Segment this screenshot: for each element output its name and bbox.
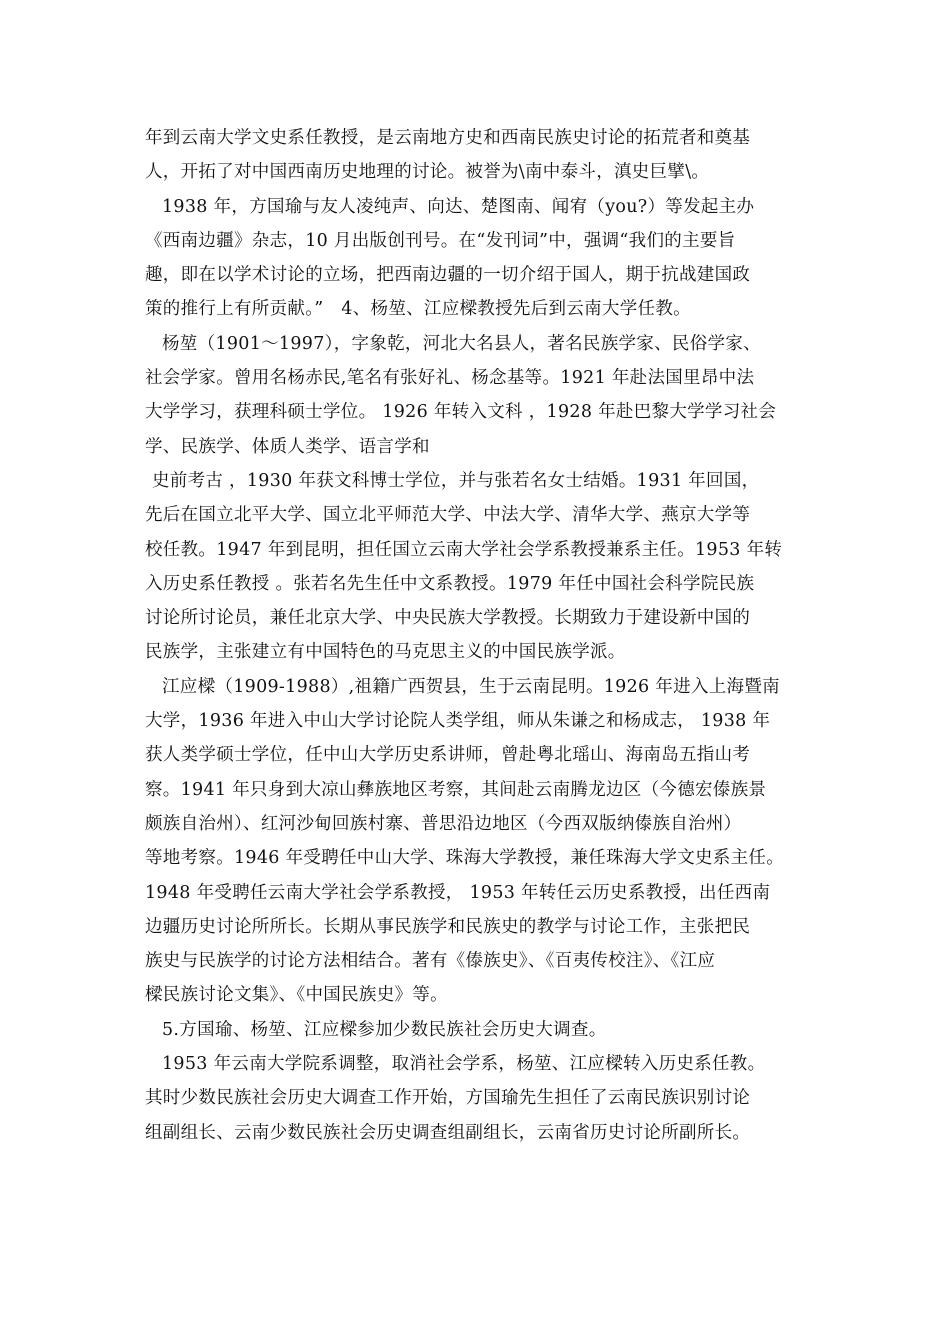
text-line: 社会学家。曾用名杨赤民,笔名有张好礼、杨念基等。1921 年赴法国里昂中法 [145, 368, 755, 389]
text-line: 大学，1936 年进入中山大学讨论院人类学组，师从朱谦之和杨成志， 1938 年 [145, 711, 771, 732]
paragraph-start-line: 江应樑（1909-1988）,祖籍广西贺县，生于云南昆明。1926 年进入上海暨南 [162, 676, 780, 697]
text-line: 族史与民族学的讨论方法相结合。著有《傣族史》、《百夷传校注》、《江应 [145, 951, 716, 972]
text-line: 民族学，主张建立有中国特色的马克思主义的中国民族学派。 [145, 642, 626, 663]
text-line: 等地考察。1946 年受聘任中山大学、珠海大学教授，兼任珠海大学文史系主任。 [145, 848, 784, 869]
text-line: 讨论所讨论员，兼任北京大学、中央民族大学教授。长期致力于建设新中国的 [145, 608, 751, 629]
text-line: 趣，即在以学术讨论的立场，把西南边疆的一切介绍于国人，期于抗战建国政 [145, 265, 751, 286]
text-line: 组副组长、云南少数民族社会历史调查组副组长，云南省历史讨论所副所长。 [145, 1122, 751, 1143]
text-line: 校任教。1947 年到昆明，担任国立云南大学社会学系教授兼系主任。1953 年转 [145, 539, 783, 560]
body-text [145, 121, 817, 1150]
text-line: 樑民族讨论文集》、《中国民族史》等。 [145, 985, 448, 1006]
paragraph-start-line: 1953 年云南大学院系调整，取消社会学系，杨堃、江应樑转入历史系任教。 [162, 1054, 766, 1075]
text-line: 先后在国立北平大学、国立北平师范大学、中法大学、清华大学、燕京大学等 [145, 505, 751, 526]
text-line: 1948 年受聘任云南大学社会学系教授， 1953 年转任云历史系教授，出任西南 [145, 882, 771, 903]
text-line: 学、民族学、体质人类学、语言学和 [145, 436, 430, 457]
text-line: 边疆历史讨论所所长。长期从事民族学和民族史的教学与讨论工作，主张把民 [145, 916, 751, 937]
text-line: 《西南边疆》杂志，10 月出版创刊号。在“发刊词”中，强调“我们的主要旨 [145, 230, 736, 251]
text-line: 入历史系任教授 。张若名先生任中文系教授。1979 年任中国社会科学院民族 [145, 573, 755, 594]
text-line: 人，开拓了对中国西南历史地理的讨论。被誉为\南中泰斗，滇史巨擘\。 [145, 162, 710, 183]
text-line: 大学学习，获理科硕士学位。 1926 年转入文科 ，1928 年赴巴黎大学学习社会 [145, 402, 777, 423]
text-line: 获人类学硕士学位，任中山大学历史系讲师，曾赴粤北瑶山、海南岛五指山考 [145, 745, 751, 766]
text-line: 策的推行上有所贡献。” 4、杨堃、江应樑教授先后到云南大学任教。 [145, 299, 691, 320]
text-line: 年到云南大学文史系任教授，是云南地方史和西南民族史讨论的拓荒者和奠基 [145, 128, 751, 148]
section-heading-line: 5.方国瑜、杨堃、江应樑参加少数民族社会历史大调查。 [162, 1019, 607, 1040]
text-line: 颇族自治州）、红河沙甸回族村寨、普思沿边地区（今西双版纳傣族自治州） [145, 813, 742, 834]
paragraph-start-line: 史前考古 ，1930 年获文科博士学位，并与张若名女士结婚。1931 年回国， [152, 470, 760, 491]
text-line: 其时少数民族社会历史大调查工作开始，方国瑜先生担任了云南民族识别讨论 [145, 1088, 751, 1109]
paragraph-start-line: 杨堃（1901～1997），字象乾，河北大名县人，著名民族学家、民俗学家、 [162, 333, 761, 354]
text-line: 察。1941 年只身到大凉山彝族地区考察，其间赴云南腾龙边区（今德宏傣族景 [145, 779, 767, 800]
paragraph-start-line: 1938 年，方国瑜与友人凌纯声、向达、楚图南、闻宥（you?）等发起主办 [162, 196, 755, 217]
